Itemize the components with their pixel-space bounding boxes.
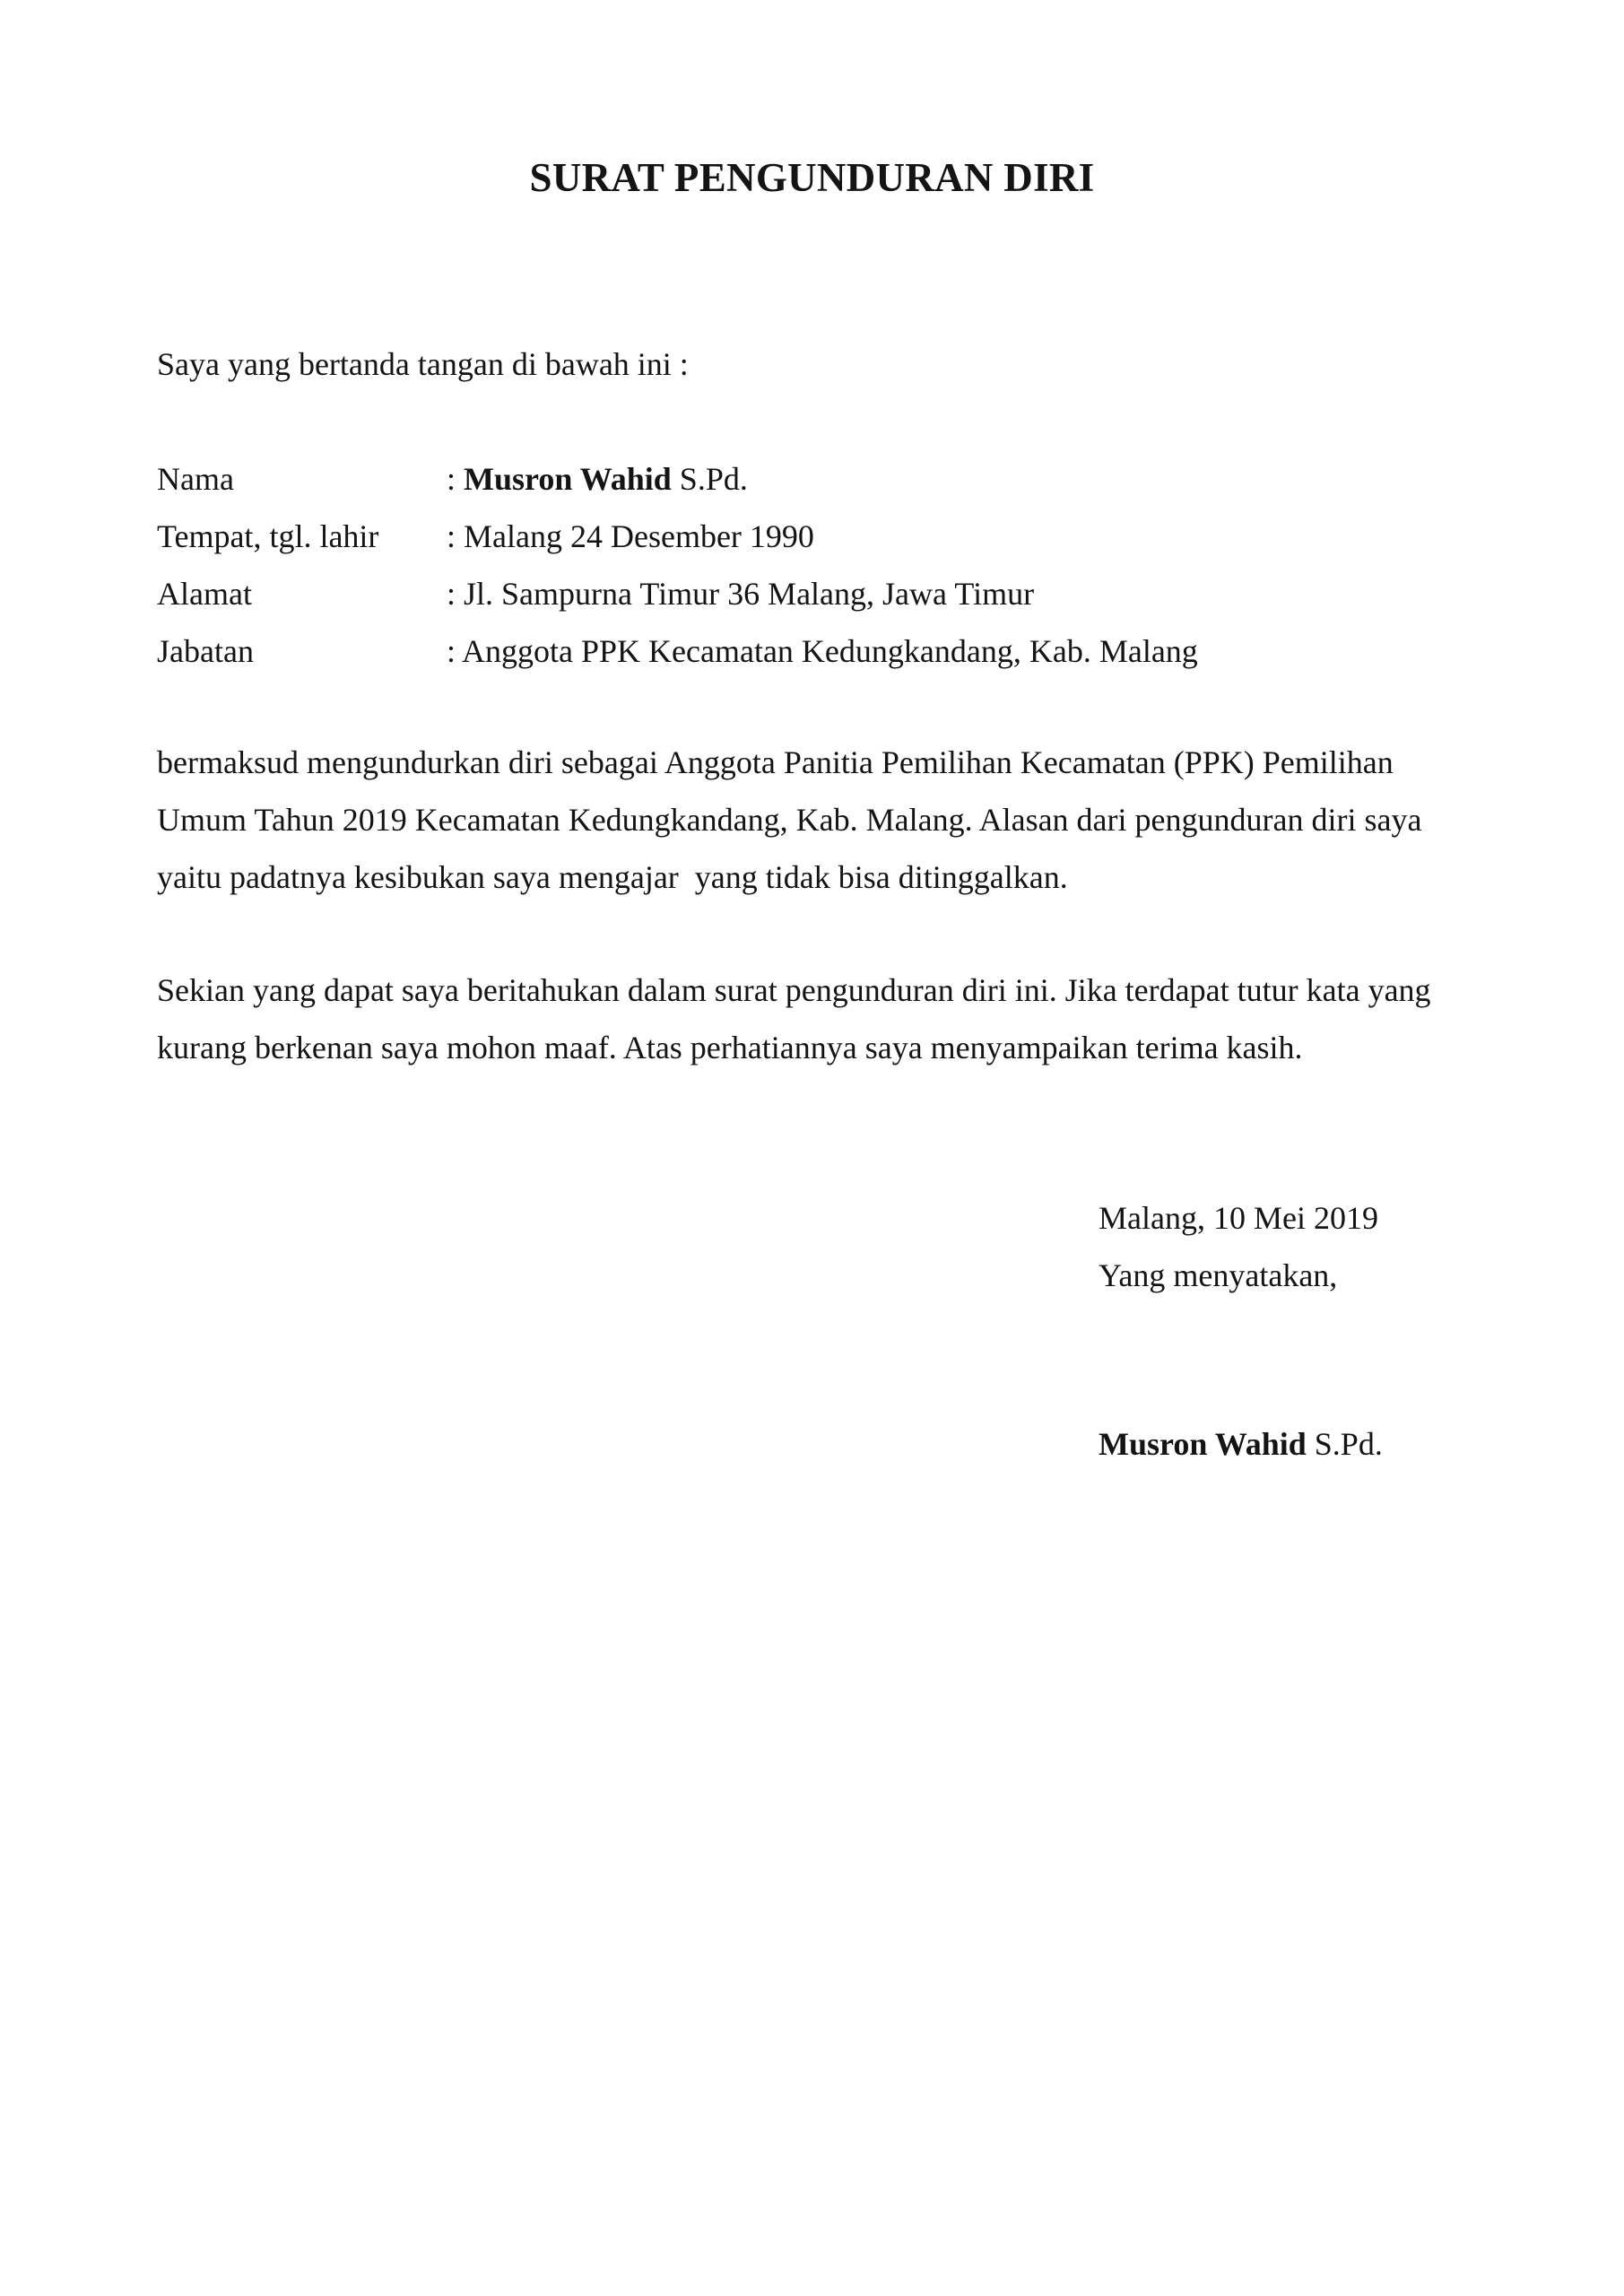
field-label: Nama	[157, 461, 234, 497]
field-colon: :	[447, 576, 465, 612]
field-label: Alamat	[157, 576, 252, 612]
paragraph-line: yaitu padatnya kesibukan saya mengajar yang tidak bisa ditinggalkan.	[157, 859, 1068, 895]
field-value-rest: S.Pd.	[671, 461, 748, 497]
signer-name	[1099, 1415, 1383, 1473]
paragraph-line: Umum Tahun 2019 Kecamatan Kedungkandang, Kab. Malang. Alasan dari pengunduran diri saya	[157, 802, 1422, 838]
field-colon: :	[447, 461, 465, 497]
field-row-jabatan	[157, 622, 1198, 680]
field-value	[447, 622, 1198, 680]
document-title: SURAT PENGUNDURAN DIRI	[529, 155, 1095, 200]
field-row-tempat-tgl-lahir	[157, 508, 1198, 565]
field-value-rest: Malang 24 Desember 1990	[464, 518, 814, 554]
place-date: Malang, 10 Mei 2019	[1099, 1200, 1378, 1236]
field-label: Tempat, tgl. lahir	[157, 518, 379, 554]
intro-text: Saya yang bertanda tangan di bawah ini :	[157, 346, 689, 382]
field-value	[447, 565, 1034, 622]
paragraph-line: kurang berkenan saya mohon maaf. Atas perhatiannya saya menyampaikan terima kasih.	[157, 1030, 1303, 1065]
signer-title: S.Pd.	[1306, 1426, 1383, 1462]
field-value	[447, 508, 814, 565]
field-value-bold: Musron Wahid	[464, 461, 672, 497]
field-colon: :	[447, 518, 465, 554]
paragraph-line: Sekian yang dapat saya beritahukan dalam surat pengunduran diri ini. Jika terdapat tutur kata yang	[157, 972, 1431, 1008]
field-value-rest: Jl. Sampurna Timur 36 Malang, Jawa Timur	[464, 576, 1035, 612]
field-value	[447, 450, 748, 508]
body-paragraph-closing	[157, 961, 1431, 1076]
field-value-rest: Anggota PPK Kecamatan Kedungkandang, Kab. Malang	[462, 633, 1198, 669]
field-row-nama	[157, 450, 1198, 508]
field-row-alamat	[157, 565, 1198, 622]
field-label: Jabatan	[157, 633, 254, 669]
closing-statement: Yang menyatakan,	[1099, 1257, 1338, 1293]
paragraph-line: bermaksud mengundurkan diri sebagai Anggota Panitia Pemilihan Kecamatan (PPK) Pemilihan	[157, 744, 1394, 780]
identity-fields	[157, 450, 1198, 680]
signature-block	[1099, 1189, 1378, 1304]
signer-name-bold: Musron Wahid	[1099, 1426, 1307, 1462]
field-colon: :	[447, 633, 463, 669]
body-paragraph-resignation	[157, 734, 1421, 906]
